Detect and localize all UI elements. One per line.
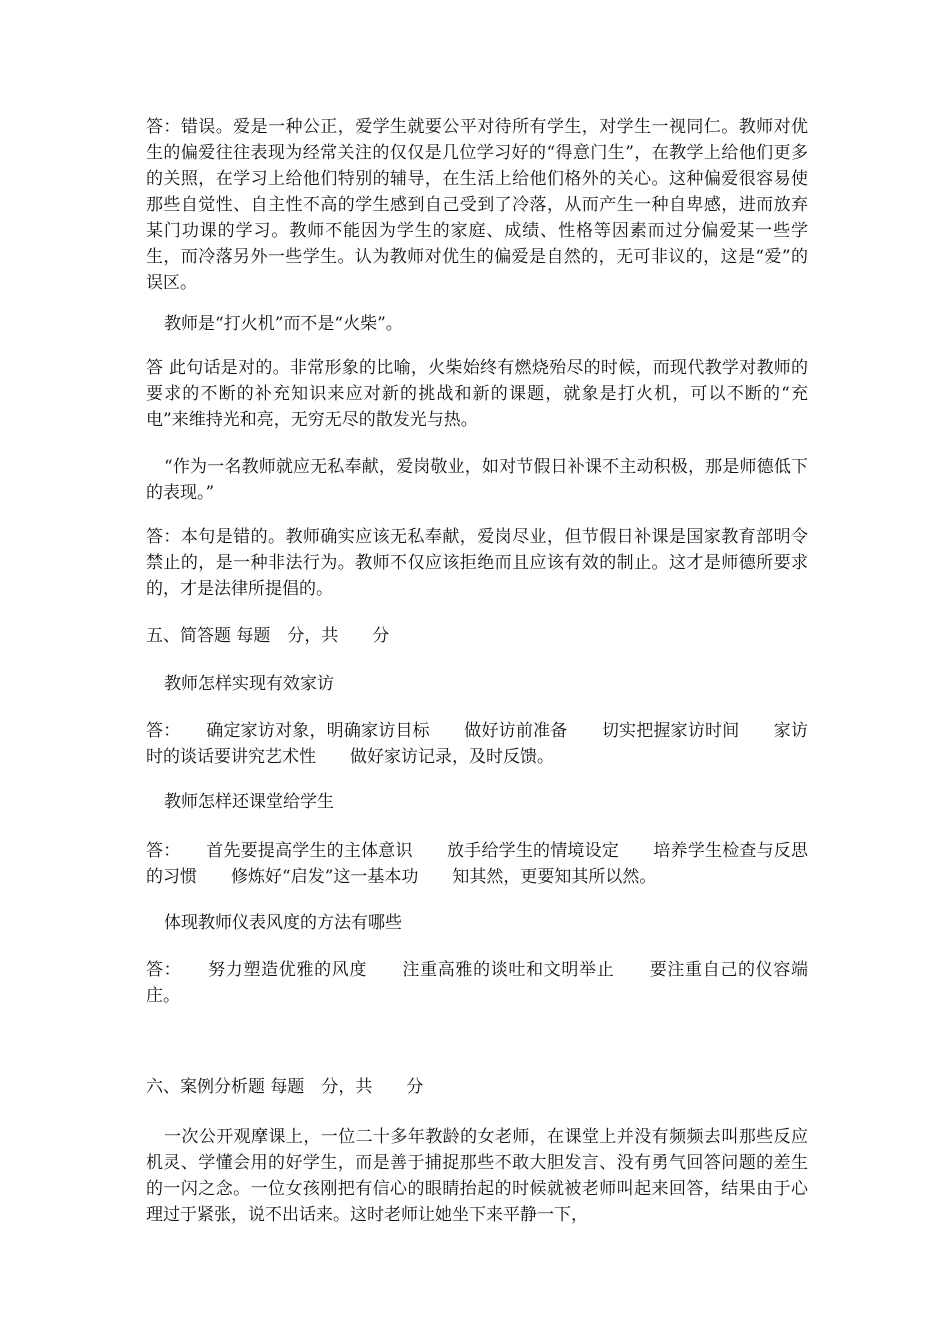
- answer-paragraph-favoritism: 答：错误。爱是一种公正，爱学生就要公平对待所有学生，对学生一视同仁。教师对优生的偏爱往往表现为经常关注的仅仅是几位学习好的“得意门生”，在教学上给他们更多的关照，在学习上给他们特别的辅导，在生活上给他们格外的关心。这种偏爱很容易使那些自觉性、自主性不高的学生感到自己受到了冷落，从而产生一种自卑感，进而放弃某门功课的学习。教师不能因为学生的家庭、成绩、性格等因素而过分偏爱某一些学生，而冷落另外一些学生。认为教师对优生的偏爱是自然的，无可非议的，这是“爱”的误区。: [146, 117, 808, 293]
- statement-lighter-not-match: 教师是“打火机”而不是“火柴”。: [164, 314, 403, 334]
- section-heading-case-analysis: 六、案例分析题 每题 分，共 分: [146, 1077, 424, 1097]
- statement-holiday-tutoring: “作为一名教师就应无私奉献，爱岗敬业，如对节假日补课不主动积极，那是师德低下的表现。”: [146, 457, 808, 503]
- question-home-visit: 教师怎样实现有效家访: [164, 674, 334, 694]
- answer-paragraph-lighter: 答 此句话是对的。非常形象的比喻，火柴始终有燃烧殆尽的时候，而现代教学对教师的要求的不断的补充知识来应对新的挑战和新的课题，就象是打火机，可以不断的“充电”来维持光和亮，无穷无尽的散发光与热。: [146, 358, 808, 430]
- case-paragraph: 一次公开观摩课上，一位二十多年教龄的女老师，在课堂上并没有频频去叫那些反应机灵、学懂会用的好学生，而是善于捕捉那些不敢大胆发言、没有勇气回答问题的差生的一闪之念。一位女孩刚把有信心的眼睛抬起的时候就被老师叫起来回答，结果由于心理过于紧张，说不出话来。这时老师让她坐下来平静一下，: [146, 1127, 808, 1225]
- question-classroom-to-students: 教师怎样还课堂给学生: [164, 792, 334, 812]
- section-heading-short-answer: 五、简答题 每题 分，共 分: [146, 626, 390, 646]
- answer-paragraph-holiday-tutoring: 答：本句是错的。教师确实应该无私奉献，爱岗尽业，但节假日补课是国家教育部明令禁止的，是一种非法行为。教师不仅应该拒绝而且应该有效的制止。这才是师德所要求的，才是法律所提倡的。: [146, 527, 808, 599]
- answer-classroom-to-students: 答： 首先要提高学生的主体意识 放手给学生的情境设定 培养学生检查与反思的习惯 修炼好“启发”这一基本功 知其然，更要知其所以然。: [146, 841, 808, 887]
- question-teacher-appearance: 体现教师仪表风度的方法有哪些: [164, 913, 402, 933]
- answer-teacher-appearance: 答： 努力塑造优雅的风度 注重高雅的谈吐和文明举止 要注重自己的仪容端庄。: [146, 960, 808, 1006]
- answer-home-visit: 答： 确定家访对象，明确家访目标 做好访前准备 切实把握家访时间 家访时的谈话要讲究艺术性 做好家访记录，及时反馈。: [146, 721, 808, 767]
